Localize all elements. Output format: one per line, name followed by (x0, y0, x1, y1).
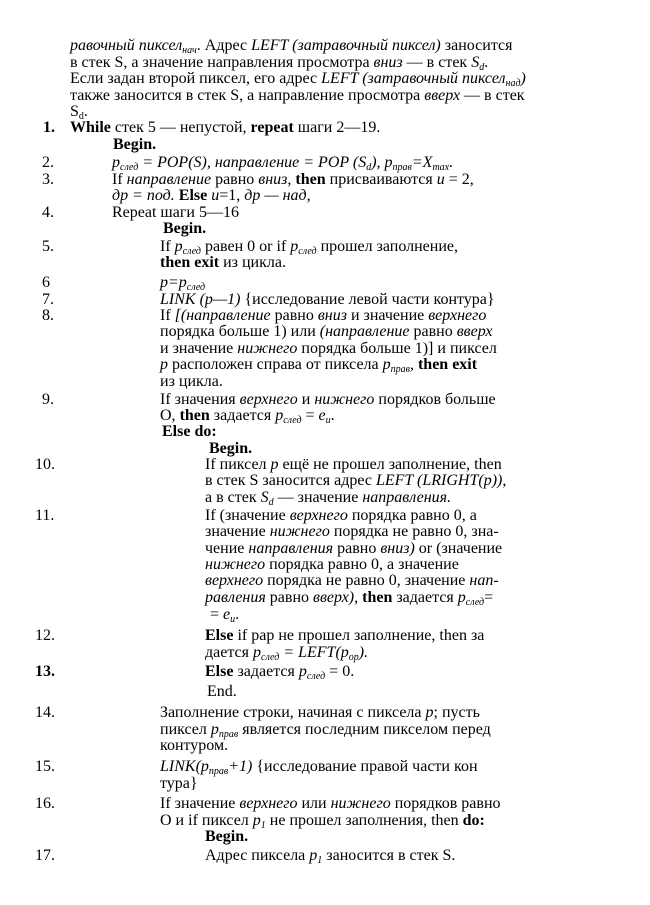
text-segment: S (70, 103, 79, 120)
text-segment: и значение (346, 307, 429, 324)
text-line (205, 644, 368, 661)
text-segment: верхнего (428, 307, 487, 324)
text-segment: ор (348, 652, 359, 663)
text-segment: след (120, 162, 139, 173)
text-segment: след (465, 597, 485, 608)
text-line (70, 37, 512, 54)
text-segment: порядка равно 0, а (347, 507, 477, 524)
text-segment: Begin. (163, 220, 207, 237)
text-line (205, 489, 451, 506)
step-number: 10. (35, 456, 55, 473)
text-segment: не прошел заполнения, then (265, 812, 463, 829)
text-line (160, 291, 495, 308)
text-segment: . (449, 154, 454, 171)
text-segment: стек 5 — непустой, (110, 119, 251, 136)
text-segment: e (318, 407, 326, 424)
text-segment: равно (270, 307, 318, 324)
step-number: 15. (35, 758, 55, 775)
text-line (160, 704, 480, 721)
text-line (112, 204, 239, 221)
text-segment: верхнего (205, 572, 264, 589)
text-line (160, 254, 286, 271)
text-segment: др — над, (244, 187, 311, 204)
text-segment: порядка больше 1)] и пиксел (297, 340, 497, 357)
text-segment: p (210, 721, 219, 738)
text-segment: р (270, 456, 279, 473)
text-segment: значение (205, 523, 270, 540)
text-segment: S (260, 489, 269, 506)
text-line (160, 391, 496, 408)
text-line (70, 119, 380, 136)
text-segment: p (112, 154, 120, 171)
text-line (205, 627, 484, 644)
text-segment: . (484, 54, 489, 71)
text-line (160, 307, 486, 324)
step-number: 2. (42, 154, 54, 171)
step-number: 12. (35, 627, 55, 644)
text-segment: repeat (250, 119, 294, 136)
text-segment: p (253, 644, 261, 661)
text-segment: u (325, 415, 331, 426)
step-number: 5. (42, 238, 54, 255)
text-segment: и значение (160, 340, 238, 357)
step-number: 14. (35, 704, 55, 721)
text-segment: прав (390, 364, 410, 375)
text-line (205, 572, 499, 589)
text-line (205, 523, 499, 540)
text-segment: след (306, 671, 326, 682)
text-line (113, 136, 156, 153)
text-segment: порядков больше (374, 391, 496, 408)
text-segment: расположен справа от пиксела (168, 356, 383, 373)
text-segment: if pap не прошел заполнение, then за (233, 627, 485, 644)
text-line (207, 683, 237, 700)
text-segment: p (275, 407, 284, 424)
text-segment: LEFT (затравочный пиксел) (251, 37, 441, 54)
step-number: 9. (42, 391, 54, 408)
step-number: 16. (35, 795, 55, 812)
text-segment: . (83, 103, 88, 120)
step-number: 4. (42, 204, 54, 221)
text-segment: p (174, 238, 183, 255)
text-line (163, 220, 206, 237)
text-segment: след (182, 246, 201, 257)
text-segment: p=p (160, 274, 187, 291)
text-segment: = POP(S), направление = POP (S (138, 154, 367, 171)
text-segment: шаги 2—19. (293, 119, 381, 136)
text-segment: порядка больше 1) или (160, 323, 320, 340)
text-segment: then (362, 589, 393, 606)
step-number: 6 (42, 274, 50, 291)
text-segment: нач (182, 45, 197, 56)
text-segment: тура} (160, 775, 198, 792)
text-segment: прав (208, 766, 229, 777)
step-number: 1. (43, 119, 55, 136)
text-segment: = LEFT(p (279, 644, 349, 661)
text-segment: вверх), (313, 589, 359, 606)
text-segment: и (297, 391, 315, 408)
text-line (205, 456, 502, 473)
text-segment: Else (178, 187, 208, 204)
text-segment: является последним пикселом перед (238, 721, 491, 738)
text-segment: Else (205, 663, 234, 680)
text-line (70, 87, 525, 104)
text-segment: Else (205, 627, 234, 644)
text-segment: равно (333, 540, 381, 557)
text-segment: порядка равно 0, а значение (265, 556, 459, 573)
text-segment: — в стек (402, 54, 472, 71)
text-line (70, 70, 526, 87)
text-segment: вниз) (380, 540, 415, 557)
text-segment: в стек S заносится адрес (205, 472, 376, 489)
text-segment: задается (233, 663, 299, 680)
text-segment: Begin. (205, 828, 249, 845)
text-segment: ) (520, 70, 526, 87)
text-segment: ещё не прошел заполнение, then (278, 456, 502, 473)
text-segment: p (309, 847, 318, 864)
text-segment: след (283, 415, 302, 426)
text-segment: или (297, 795, 331, 812)
text-line (160, 758, 478, 775)
text-line (70, 54, 488, 71)
text-line (160, 323, 493, 340)
text-segment: (направление (319, 323, 410, 340)
text-segment: , (409, 356, 414, 373)
text-segment: нап- (469, 572, 499, 589)
text-segment: — значение (273, 489, 363, 506)
text-segment: LEFT (LRIGHT(p)), (375, 472, 507, 489)
text-segment: вниз, (258, 171, 292, 188)
text-segment: If значения (160, 391, 240, 408)
text-segment: равочный пиксел (70, 37, 183, 54)
text-segment: а в стек (205, 489, 261, 506)
text-segment: равно (265, 589, 314, 606)
text-segment: p (252, 812, 261, 829)
text-segment: Заполнение строки, начиная с пиксела (160, 704, 426, 721)
text-segment: задается (209, 407, 276, 424)
text-segment: = (301, 407, 319, 424)
text-segment: = 2, (444, 171, 474, 188)
text-line (160, 340, 497, 357)
text-segment: Begin. (209, 440, 253, 457)
text-segment: верхнего (289, 507, 348, 524)
text-segment: then (295, 171, 326, 188)
text-segment: нижнего (330, 795, 391, 812)
text-line (205, 847, 455, 864)
text-segment: нижнего (269, 523, 330, 540)
text-line (160, 795, 501, 812)
text-line (209, 440, 252, 457)
text-line (160, 356, 477, 373)
text-segment: d (366, 162, 372, 173)
text-line (160, 812, 485, 829)
text-segment: O и if пиксел (160, 812, 253, 829)
text-segment: равно (211, 171, 259, 188)
text-segment: верхнего (239, 391, 298, 408)
text-segment: пиксел (160, 721, 211, 738)
text-line (160, 737, 228, 754)
text-line (112, 187, 311, 204)
text-segment: нижнего (314, 391, 375, 408)
text-segment: If значение (160, 795, 240, 812)
text-segment: do: (462, 812, 485, 829)
text-segment: . Адрес (196, 37, 252, 54)
text-segment: дается (205, 644, 253, 661)
step-number: 7. (42, 291, 54, 308)
text-segment: = 0. (325, 663, 355, 680)
text-segment: присваиваются (325, 171, 437, 188)
text-segment: Repeat шаги 5—16 (112, 204, 239, 221)
text-segment: верхнего (239, 795, 298, 812)
text-segment: равно (409, 323, 457, 340)
text-segment: след (298, 246, 317, 257)
text-line (205, 828, 248, 845)
text-line (160, 238, 458, 255)
text-segment: If (160, 238, 175, 255)
text-segment: в стек S, а значение направления просмотра (70, 54, 374, 71)
text-line (160, 373, 223, 390)
text-line (210, 606, 239, 623)
text-segment: {исследование правой части кон (252, 758, 478, 775)
text-segment: равен 0 or if (200, 238, 291, 255)
text-segment: ; пусть (433, 704, 480, 721)
text-segment: нижнего (205, 556, 266, 573)
text-segment: or (значение (414, 540, 503, 557)
text-segment: d (479, 62, 485, 73)
text-line (205, 472, 506, 489)
text-segment: u (436, 171, 445, 188)
text-segment: . (235, 606, 240, 623)
text-segment: нижнего (237, 340, 298, 357)
text-segment: = (210, 606, 224, 623)
text-segment: заносится в стек S. (322, 847, 456, 864)
text-segment: след (261, 652, 280, 663)
text-segment: d (78, 111, 84, 122)
text-segment: порядка не равно 0, значение (263, 572, 470, 589)
text-segment: End. (207, 683, 237, 700)
text-segment: u (211, 187, 220, 204)
text-segment: ), p (371, 154, 393, 171)
text-segment: направления (248, 540, 334, 557)
text-segment: = (484, 589, 494, 606)
text-segment: из цикла. (219, 254, 286, 271)
text-segment: d (268, 497, 274, 508)
text-segment: u (230, 614, 236, 625)
step-number: 8. (42, 307, 54, 324)
text-segment: чение (205, 540, 249, 557)
text-segment: {исследование левой части контура} (240, 291, 495, 308)
text-segment: Если задан второй пиксел, его адрес (70, 70, 322, 87)
text-line (160, 775, 198, 792)
text-segment: Адрес пиксела (205, 847, 310, 864)
text-segment: из цикла. (160, 373, 223, 390)
text-segment: max (432, 162, 450, 173)
text-segment: If (значение (205, 507, 290, 524)
text-segment: If (160, 307, 175, 324)
text-segment: +1) (228, 758, 253, 775)
text-segment: над (505, 78, 521, 89)
text-line (112, 171, 474, 188)
text-segment: прошел заполнение, (316, 238, 458, 255)
text-segment: вниз (373, 54, 403, 71)
text-line (160, 274, 205, 291)
text-segment: заносится (440, 37, 513, 54)
text-segment: p (382, 356, 391, 373)
text-line (205, 540, 502, 557)
text-segment: 1 (317, 855, 323, 866)
step-number: 11. (35, 507, 55, 524)
text-line (205, 556, 459, 573)
text-segment: then exit (417, 356, 478, 373)
text-segment: p (298, 663, 307, 680)
text-segment: LINK(p (160, 758, 209, 775)
text-segment: then exit (160, 254, 220, 271)
text-segment: While (70, 119, 111, 136)
text-segment: контуром. (160, 737, 229, 754)
step-number: 3. (42, 171, 54, 188)
text-segment: 1 (260, 820, 266, 831)
text-segment: вверх (424, 87, 461, 104)
text-segment: Else do: (162, 423, 217, 440)
text-segment: p (457, 589, 466, 606)
text-segment: направления. (362, 489, 452, 506)
text-segment: LEFT (затравочный пиксел (321, 70, 506, 87)
text-segment: then (179, 407, 210, 424)
text-segment: также заносится в стек S, а направление просмотра (70, 87, 425, 104)
text-segment: If (112, 171, 127, 188)
text-line (160, 407, 335, 424)
text-segment: p (425, 704, 434, 721)
text-line (160, 721, 491, 738)
text-segment: р (160, 356, 168, 373)
text-segment: O, (160, 407, 180, 424)
text-segment: — в стек (460, 87, 525, 104)
text-segment: [(направление (174, 307, 271, 324)
text-segment: ). (358, 644, 369, 661)
text-segment: прав (392, 162, 412, 173)
text-segment: p (290, 238, 299, 255)
text-segment: e (223, 606, 231, 623)
text-segment: вниз (317, 307, 347, 324)
text-segment: след (186, 282, 206, 293)
text-segment: Begin. (113, 136, 157, 153)
text-line (162, 423, 217, 440)
text-segment: =1, (219, 187, 245, 204)
text-segment: вверх (456, 323, 493, 340)
text-line (112, 154, 453, 171)
text-segment: порядков равно (390, 795, 501, 812)
text-segment: If пиксел (205, 456, 271, 473)
text-segment: =X (411, 154, 433, 171)
text-line (205, 507, 477, 524)
text-segment: порядка не равно 0, зна- (329, 523, 499, 540)
text-segment: . (330, 407, 335, 424)
step-number: 17. (35, 847, 55, 864)
text-segment: прав (218, 729, 239, 740)
text-line (70, 103, 88, 120)
step-number: 13. (35, 663, 55, 680)
text-line (205, 663, 354, 680)
text-segment: задается (392, 589, 458, 606)
text-segment: направление (126, 171, 212, 188)
text-segment: LINK (p—1) (160, 291, 241, 308)
text-segment: S (471, 54, 480, 71)
text-line (205, 589, 493, 606)
text-segment: др = под. (112, 187, 175, 204)
text-segment: равления (205, 589, 266, 606)
